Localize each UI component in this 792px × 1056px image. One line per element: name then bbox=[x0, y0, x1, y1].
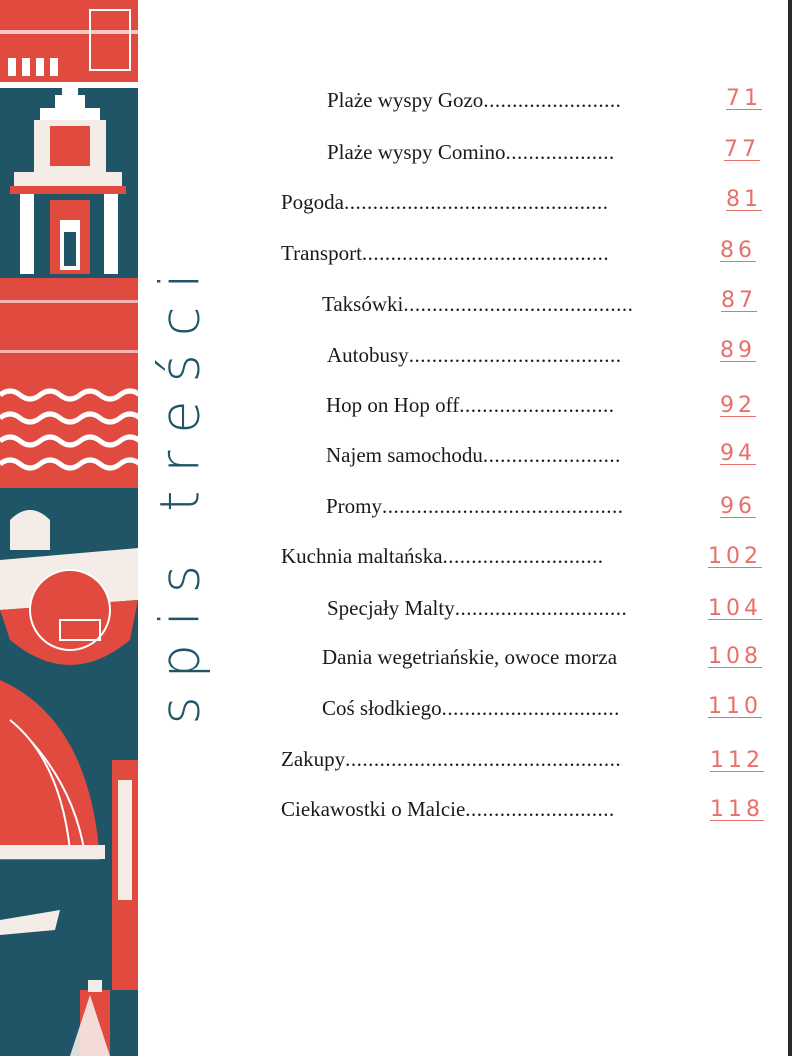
toc-entry[interactable] bbox=[281, 190, 677, 215]
toc-entry-leader: ............................ bbox=[442, 544, 604, 568]
toc-entry-label: Hop on Hop off bbox=[326, 393, 460, 417]
toc-entry-label: Autobusy bbox=[327, 343, 409, 367]
toc-entry-label: Najem samochodu bbox=[326, 443, 483, 467]
toc-entry[interactable] bbox=[326, 443, 684, 468]
toc-entry[interactable] bbox=[322, 696, 684, 721]
toc-page-number-link[interactable]: 118 bbox=[710, 797, 764, 822]
toc-entry-label: Coś słodkiego bbox=[322, 696, 442, 720]
toc-entry-leader: .......................... bbox=[465, 797, 615, 821]
toc-entry[interactable] bbox=[326, 393, 684, 418]
toc-entry-leader: ................... bbox=[505, 140, 615, 164]
toc-entry-leader: ........................... bbox=[459, 393, 615, 417]
toc-entry[interactable] bbox=[281, 797, 679, 822]
toc-page-number-link[interactable]: 89 bbox=[720, 338, 756, 363]
toc-page-number-link[interactable]: 112 bbox=[710, 748, 764, 773]
toc-page-number-link[interactable]: 102 bbox=[708, 544, 762, 569]
toc-entry-leader: ........................................... bbox=[361, 241, 610, 265]
toc-entry-label: Zakupy bbox=[281, 747, 346, 771]
toc-entry-leader: ........................ bbox=[483, 88, 622, 112]
toc-page-number-link[interactable]: 92 bbox=[720, 393, 756, 418]
toc-entry-label: Ciekawostki o Malcie bbox=[281, 797, 466, 821]
toc-entry-label: Plaże wyspy Comino bbox=[327, 140, 506, 164]
toc-entry-label: Specjały Malty bbox=[327, 596, 455, 620]
toc-entry-leader: ..................................... bbox=[408, 343, 622, 367]
toc-entry[interactable] bbox=[326, 494, 684, 519]
toc-page-number-link[interactable]: 96 bbox=[720, 494, 756, 519]
toc-entry-leader: ................................................ bbox=[345, 747, 622, 771]
toc-entry[interactable] bbox=[281, 544, 679, 569]
toc-entry-label: Taksówki bbox=[322, 292, 404, 316]
toc-page-number-link[interactable]: 108 bbox=[708, 644, 762, 669]
toc-entry-label: Pogoda bbox=[281, 190, 344, 214]
toc-entry[interactable] bbox=[327, 140, 679, 165]
toc-entry-label: Dania wegetriańskie, owoce morza bbox=[322, 645, 618, 669]
toc-entry-leader: .............................................. bbox=[344, 190, 609, 214]
toc-entry[interactable] bbox=[322, 645, 688, 670]
toc-entry[interactable] bbox=[322, 292, 684, 317]
toc-entry-leader: .......................................... bbox=[382, 494, 624, 518]
toc-entry[interactable] bbox=[281, 241, 681, 266]
toc-entry-leader: ........................................ bbox=[403, 292, 634, 316]
toc-entry[interactable] bbox=[281, 747, 682, 772]
toc-entry-label: Transport bbox=[281, 241, 362, 265]
toc-entry[interactable] bbox=[327, 343, 684, 368]
toc-page-number-link[interactable]: 71 bbox=[726, 86, 762, 111]
toc-page-number-link[interactable]: 104 bbox=[708, 596, 762, 621]
toc-page-number-link[interactable]: 94 bbox=[720, 441, 756, 466]
toc-entry-leader: .............................. bbox=[454, 596, 628, 620]
toc-entry-label: Promy bbox=[326, 494, 383, 518]
toc-entry-label: Kuchnia maltańska bbox=[281, 544, 443, 568]
toc-page-number-link[interactable]: 81 bbox=[726, 187, 762, 212]
toc-entry-leader: ........................ bbox=[482, 443, 621, 467]
toc-page-number-link[interactable]: 87 bbox=[721, 288, 757, 313]
toc-page-number-link[interactable]: 110 bbox=[708, 694, 762, 719]
toc-entry-leader: ............................... bbox=[441, 696, 620, 720]
toc-page-number-link[interactable]: 77 bbox=[724, 137, 760, 162]
toc-entry[interactable] bbox=[327, 596, 684, 621]
toc-page-number-link[interactable]: 86 bbox=[720, 238, 756, 263]
toc-entry-label: Plaże wyspy Gozo bbox=[327, 88, 484, 112]
toc-entry[interactable] bbox=[327, 88, 679, 113]
page-title-text: spis treści bbox=[148, 255, 212, 725]
